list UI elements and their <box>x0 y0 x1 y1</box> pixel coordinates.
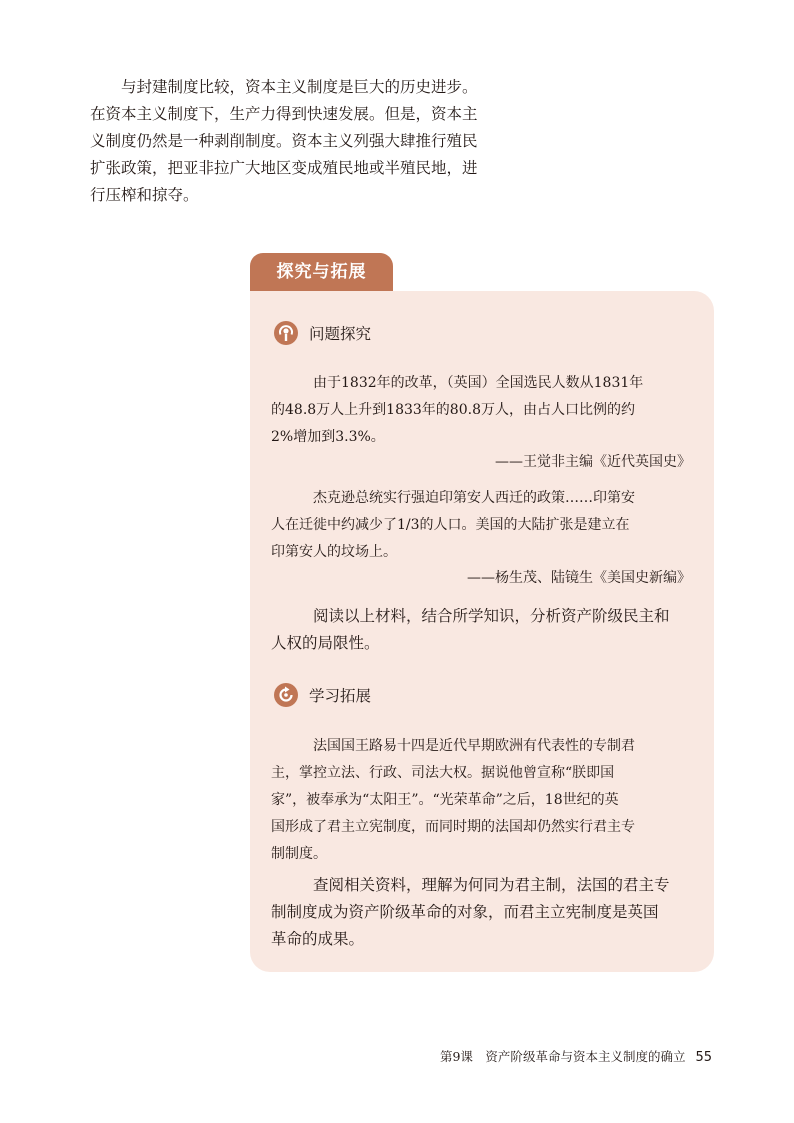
intro-line: 在资本主义制度下，生产力得到快速发展。但是，资本主 <box>90 105 478 123</box>
quote-1-line: 2%增加到3.3%。 <box>271 429 385 445</box>
section-heading-question <box>273 320 371 346</box>
section-heading-learning <box>273 682 371 708</box>
intro-line: 与封建制度比较，资本主义制度是巨大的历史进步。 <box>121 78 478 96</box>
intro-line: 行压榨和掠夺。 <box>90 186 199 204</box>
section-title-learning: 学习拓展 <box>309 687 372 705</box>
page-number: 55 <box>695 1050 712 1065</box>
quote-2-line: 杰克逊总统实行强迫印第安人西迁的政策……印第安 <box>313 490 635 506</box>
quote-1-line: 的48.8万人上升到1833年的80.8万人，由占人口比例的约 <box>271 402 635 418</box>
intro-line: 扩张政策，把亚非拉广大地区变成殖民地或半殖民地，进 <box>90 159 478 177</box>
learning-task-line: 查阅相关资料，理解为何同为君主制，法国的君主专 <box>313 876 670 894</box>
explore-box-tab: 探究与拓展 <box>250 253 393 291</box>
section-title-question: 问题探究 <box>309 325 372 343</box>
footer-lesson-title: 第9课 资产阶级革命与资本主义制度的确立 <box>439 1049 686 1064</box>
learning-material-line: 家”，被奉承为“太阳王”。“光荣革命”之后，18世纪的英 <box>271 792 619 808</box>
intro-paragraph <box>90 74 500 209</box>
learning-material-line: 制制度。 <box>271 846 327 862</box>
question-task <box>271 603 691 657</box>
quote-1 <box>271 370 691 451</box>
learning-material-line: 法国国王路易十四是近代早期欧洲有代表性的专制君 <box>313 738 635 754</box>
page-footer <box>440 1047 712 1065</box>
learning-task <box>271 872 691 953</box>
quote-1-line: 由于1832年的改革，（英国）全国选民人数从1831年 <box>313 375 644 391</box>
quote-2-line: 印第安人的坟场上。 <box>271 544 397 560</box>
question-explore-icon <box>273 320 299 346</box>
learning-material <box>271 733 691 868</box>
learning-task-line: 革命的成果。 <box>271 930 365 948</box>
learning-material-line: 国形成了君主立宪制度，而同时期的法国却仍然实行君主专 <box>271 819 635 835</box>
learning-expand-icon <box>273 682 299 708</box>
quote-2 <box>271 485 691 566</box>
learning-task-line: 制制度成为资产阶级革命的对象，而君主立宪制度是英国 <box>271 903 659 921</box>
intro-line: 义制度仍然是一种剥削制度。资本主义列强大肆推行殖民 <box>90 132 478 150</box>
question-task-line: 阅读以上材料，结合所学知识，分析资产阶级民主和 <box>313 607 670 625</box>
quote-2-line: 人在迁徙中约减少了1/3的人口。美国的大陆扩张是建立在 <box>271 517 630 533</box>
quote-2-source: ——杨生茂、陆镜生《美国史新编》 <box>467 570 691 586</box>
learning-material-line: 主，掌控立法、行政、司法大权。据说他曾宣称“朕即国 <box>271 765 615 781</box>
quote-1-source: ——王觉非主编《近代英国史》 <box>495 454 691 470</box>
question-task-line: 人权的局限性。 <box>271 634 380 652</box>
